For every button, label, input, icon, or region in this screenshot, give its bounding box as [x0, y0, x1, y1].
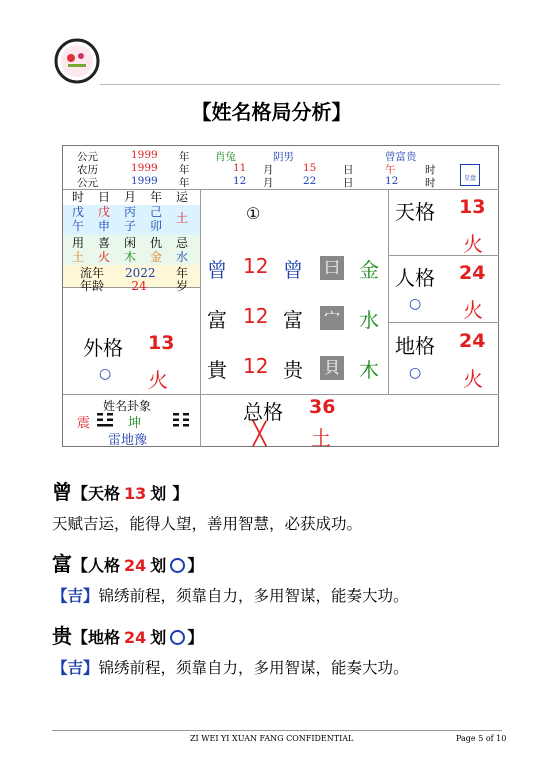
brand-logo-icon: [54, 38, 100, 84]
lucky-badge: 【吉】: [52, 658, 99, 677]
section-text: [52, 512, 362, 534]
cal-year: 1999: [131, 162, 158, 174]
section-num: 13: [124, 484, 147, 503]
god-label: 忌: [175, 236, 188, 250]
section-bracket-close: 】: [172, 484, 189, 503]
section-bracket-close: 】: [187, 556, 204, 575]
cal-month: 11: [233, 162, 247, 174]
cal-label: 公元: [77, 177, 98, 189]
dige-elem: 火: [463, 367, 483, 391]
section-num: 24: [124, 556, 147, 575]
zongge-label: 总格: [243, 400, 283, 424]
liunian-suffix: 年: [175, 266, 188, 280]
section-grid: 地格: [88, 628, 121, 647]
pillar-header: 月: [123, 190, 136, 204]
gua-name: 雷地豫: [108, 433, 148, 448]
section-unit: 划: [150, 556, 167, 575]
name-element: 木: [359, 358, 379, 382]
waige-elem: 火: [148, 368, 168, 392]
god-element: 金: [149, 250, 162, 264]
section-char: 贵: [52, 624, 72, 648]
name-element: 金: [359, 258, 379, 282]
cal-name: 曾富贵: [385, 151, 417, 163]
cal-day: 22: [303, 175, 317, 187]
section-bracket-open: 【: [72, 628, 89, 647]
god-label: 闲: [123, 236, 136, 250]
cal-year-suffix: 年: [179, 151, 190, 163]
cal-year: 1999: [131, 149, 158, 161]
section-heading: [52, 476, 188, 505]
name-strokes: 12: [243, 254, 269, 278]
tiange-label: 天格: [395, 200, 435, 224]
stamp-icon: [460, 164, 480, 186]
circle-mark-icon: [170, 630, 185, 645]
name-char: 貴: [207, 358, 227, 382]
god-element: 木: [123, 250, 136, 264]
gua-left: 震: [77, 416, 91, 431]
cal-month-suffix: 月: [263, 177, 274, 189]
renge-label: 人格: [395, 266, 435, 290]
cal-day-suffix: 日: [343, 164, 354, 176]
liunian-label: 流年: [79, 266, 104, 280]
dige-label: 地格: [395, 334, 435, 358]
name-trad-char: 富: [283, 308, 303, 332]
section-text: [52, 584, 409, 606]
radical-box: 曰: [320, 256, 344, 280]
zongge-elem: 土: [311, 426, 331, 450]
divider: [388, 189, 389, 395]
section-bracket-close: 】: [187, 628, 204, 647]
zongge-mark: ╳: [253, 422, 267, 447]
cal-hour: 午: [385, 164, 396, 176]
pillar-yun: 土: [175, 211, 188, 225]
cal-year-suffix: 年: [179, 177, 190, 189]
divider: [200, 394, 388, 395]
section-unit: 划: [150, 628, 167, 647]
tiange-elem: 火: [463, 232, 483, 256]
name-strokes: 12: [243, 354, 269, 378]
pillar-header: 运: [175, 190, 188, 204]
header-rule: [100, 84, 500, 85]
god-label: 用: [71, 236, 84, 250]
name-char: 富: [207, 308, 227, 332]
section-heading: [52, 620, 203, 649]
gua-title: 姓名卦象: [103, 399, 152, 413]
name-chart: [62, 145, 499, 450]
cal-hour: 12: [385, 175, 399, 187]
god-label: 喜: [97, 236, 110, 250]
age-label: 年龄: [79, 279, 104, 293]
section-body: 锦绣前程，须靠自力，多用智谋，能奏大功。: [98, 587, 409, 605]
radical-box: 貝: [320, 356, 344, 380]
section-heading: [52, 548, 203, 577]
pillar-header: 时: [71, 190, 84, 204]
section-body: 锦绣前程，须靠自力，多用智谋，能奏大功。: [98, 659, 409, 677]
cal-label: 农历: [77, 164, 98, 176]
waige-num: 13: [148, 332, 175, 354]
cal-day-suffix: 日: [343, 177, 354, 189]
dige-mark: ○: [409, 365, 422, 381]
renge-num: 24: [459, 262, 486, 284]
zongge-num: 36: [309, 396, 336, 418]
section-grid: 人格: [88, 556, 121, 575]
god-element: 土: [71, 250, 84, 264]
pillar-branch: 卯: [149, 219, 162, 233]
cal-hour-suffix: 时: [425, 177, 436, 189]
footer-text: ZI WEI YI XUAN FANG CONFIDENTIAL: [190, 734, 354, 743]
trigram-kun-icon: [173, 413, 189, 427]
cal-label: 公元: [77, 151, 98, 163]
section-text: [52, 656, 409, 678]
lucky-badge: 【吉】: [52, 586, 99, 605]
pillar-stem: 丙: [123, 205, 136, 219]
name-trad-char: 贵: [283, 358, 303, 382]
section-bracket-open: 【: [72, 484, 89, 503]
cal-day: 15: [303, 162, 317, 174]
pillar-stem: 己: [149, 205, 162, 219]
pillar-header: 年: [149, 190, 162, 204]
pillar-branch: 申: [97, 219, 110, 233]
trigram-zhen-icon: [97, 413, 113, 427]
tiange-num: 13: [459, 196, 486, 218]
waige-label: 外格: [83, 336, 123, 360]
circle-one: ①: [246, 204, 261, 223]
section-num: 24: [124, 628, 147, 647]
age-suffix: 岁: [175, 279, 188, 293]
pillar-branch: 午: [71, 219, 84, 233]
circle-mark-icon: [170, 558, 185, 573]
dige-num: 24: [459, 330, 486, 352]
section-char: 曾: [52, 480, 72, 504]
section-body: 天赋吉运，能得人望，善用智慧，必获成功。: [52, 515, 363, 533]
waige-mark: ○: [99, 366, 112, 382]
pillars-panel: [63, 190, 200, 293]
god-label: 仇: [149, 236, 162, 250]
section-unit: 划: [150, 484, 167, 503]
name-char: 曾: [207, 258, 227, 282]
footer-page: Page 5 of 10: [456, 734, 507, 743]
pillar-header: 日: [97, 190, 110, 204]
cal-year-suffix: 年: [179, 164, 190, 176]
name-strokes: 12: [243, 304, 269, 328]
section-char: 富: [52, 552, 72, 576]
cal-gender: 阴男: [273, 151, 294, 163]
cal-hour-suffix: 时: [425, 164, 436, 176]
renge-elem: 火: [463, 298, 483, 322]
divider: [388, 394, 499, 395]
god-element: 火: [97, 250, 110, 264]
gua-mid: 坤: [128, 416, 142, 431]
page-title: 【姓名格局分析】: [191, 100, 352, 124]
cal-month: 12: [233, 175, 247, 187]
god-element: 水: [175, 250, 188, 264]
section-bracket-open: 【: [72, 556, 89, 575]
divider: [63, 394, 200, 395]
cal-month-suffix: 月: [263, 164, 274, 176]
divider: [200, 189, 201, 447]
name-trad-char: 曾: [283, 258, 303, 282]
cal-year: 1999: [131, 175, 158, 187]
renge-mark: ○: [409, 296, 422, 312]
pillar-branch: 子: [123, 219, 136, 233]
footer-rule: [52, 730, 502, 731]
section-grid: 天格: [88, 484, 121, 503]
liunian-value: 2022: [125, 266, 156, 280]
stamp-text: 星盘: [463, 175, 476, 182]
age-value: 24: [131, 279, 147, 293]
radical-box: 宀: [320, 306, 344, 330]
name-element: 水: [359, 308, 379, 332]
cal-zodiac: 肖兔: [215, 151, 236, 163]
pillar-stem: 戊: [97, 205, 110, 219]
pillar-stem: 戊: [71, 205, 84, 219]
